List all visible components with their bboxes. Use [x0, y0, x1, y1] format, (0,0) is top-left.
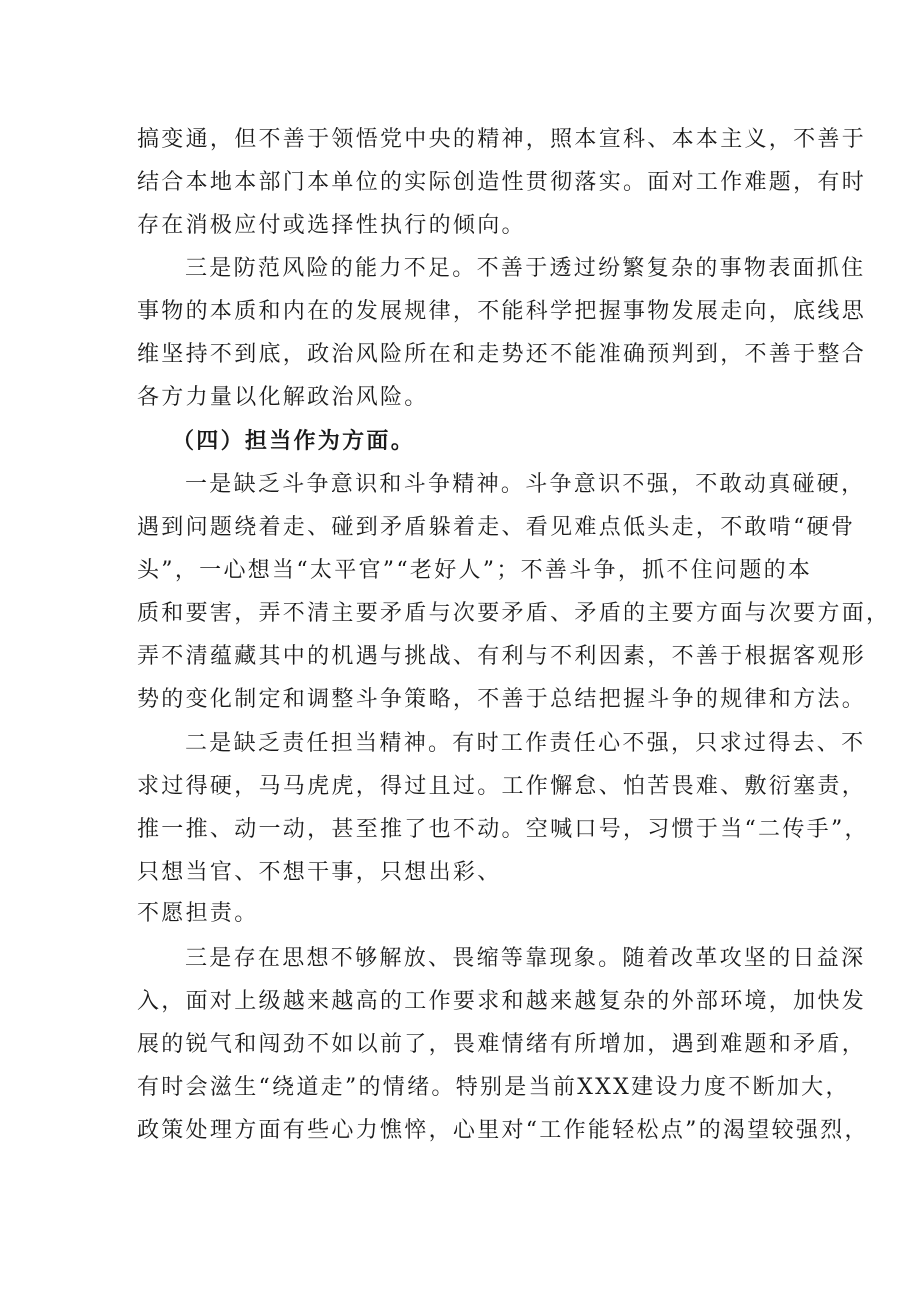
text-line: 势的变化制定和调整斗争策略，不善于总结把握斗争的规律和方法。 [137, 687, 867, 712]
text-line: 入，面对上级越来越高的工作要求和越来越复杂的外部环境，加快发 [137, 989, 867, 1014]
text-line: 展的锐气和闯劲不如以前了，畏难情绪有所增加，遇到难题和矛盾， [137, 1032, 867, 1057]
text-line: 维坚持不到底，政治风险所在和走势还不能准确预判到，不善于整合 [137, 342, 867, 367]
text-line: 政策处理方面有些心力憔悴，心里对“工作能轻松点”的渴望较强烈， [137, 1118, 869, 1143]
text-line: 头”，一心想当“太平官”“老好人”；不善斗争，抓不住问题的本 [137, 558, 813, 583]
text-line: 各方力量以化解政治风险。 [137, 385, 429, 410]
text-line: 事物的本质和内在的发展规律，不能科学把握事物发展走向，底线思 [137, 299, 867, 324]
paragraph-start-line: 三是存在思想不够解放、畏缩等靠现象。随着改革攻坚的日益深 [185, 946, 866, 971]
text-line: 结合本地本部门本单位的实际创造性贯彻落实。面对工作难题，有时 [137, 170, 867, 195]
text-line: 不愿担责。 [137, 901, 259, 926]
text-line: 质和要害，弄不清主要矛盾与次要矛盾、矛盾的主要方面与次要方面， [137, 601, 891, 626]
text-line: 有时会滋生“绕道走”的情绪。特别是当前XXX建设力度不断加大， [137, 1075, 850, 1100]
section-heading: （四）担当作为方面。 [172, 428, 416, 454]
text-line: 求过得硬，马马虎虎，得过且过。工作懈怠、怕苦畏难、敷衍塞责， [137, 774, 867, 799]
text-line: 只想当官、不想干事，只想出彩、 [137, 860, 502, 885]
text-line: 推一推、动一动，甚至推了也不动。空喊口号，习惯于当“二传手”， [137, 817, 869, 842]
text-line: 搞变通，但不善于领悟党中央的精神，照本宣科、本本主义，不善于 [137, 127, 867, 152]
text-line: 弄不清蕴藏其中的机遇与挑战、有利与不利因素，不善于根据客观形 [137, 644, 867, 669]
text-line: 遇到问题绕着走、碰到矛盾躲着走、看见难点低头走，不敢啃“硬骨 [137, 515, 856, 540]
text-line: 存在消极应付或选择性执行的倾向。 [137, 213, 526, 238]
paragraph-start-line: 二是缺乏责任担当精神。有时工作责任心不强，只求过得去、不 [185, 731, 866, 756]
paragraph-start-line: 一是缺乏斗争意识和斗争精神。斗争意识不强，不敢动真碰硬， [185, 472, 866, 497]
paragraph-start-line: 三是防范风险的能力不足。不善于透过纷繁复杂的事物表面抓住 [185, 256, 866, 281]
